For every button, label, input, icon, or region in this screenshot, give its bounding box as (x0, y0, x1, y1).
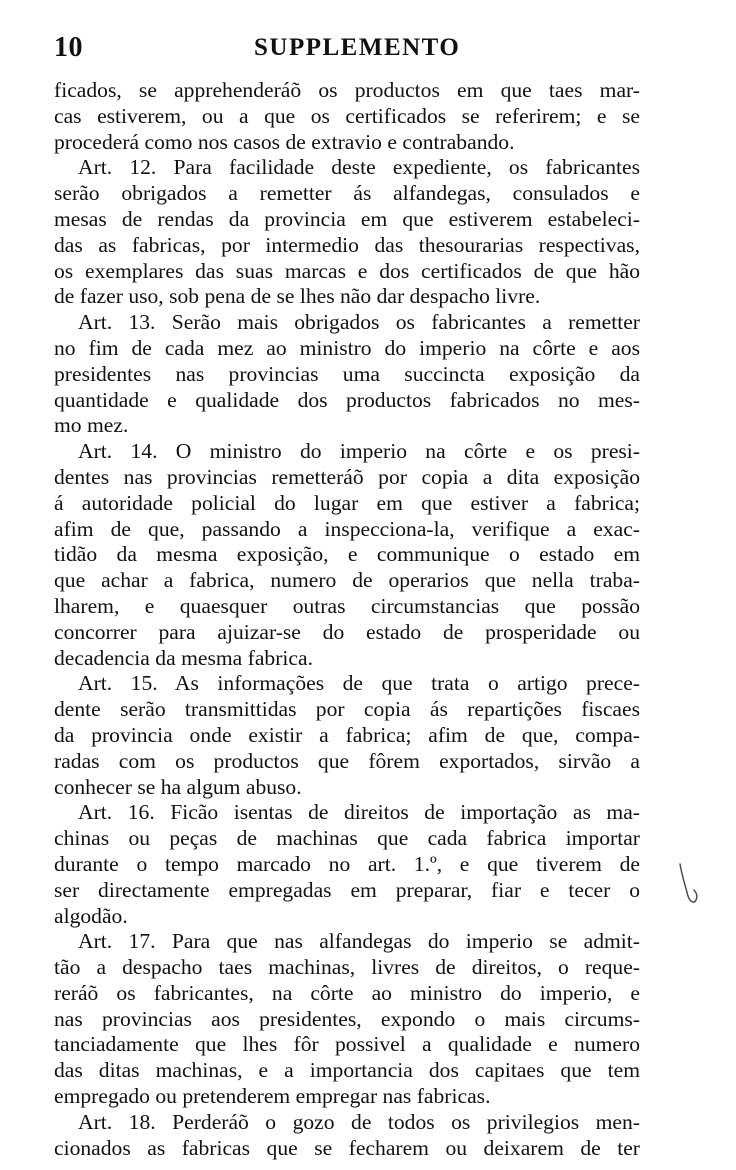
text-line: tidão da mesma exposição, e communique o estado em (54, 542, 640, 567)
text-line: no fim de cada mez ao ministro do imperio na côrte e aos (54, 335, 640, 360)
text-line: os exemplares das suas marcas e dos certificados de que hão (54, 258, 640, 283)
page-header (54, 32, 654, 72)
text-line: tanciadamente que lhes fôr possivel a qualidade e numero (54, 1032, 640, 1057)
text-line: Art. 16. Ficão isentas de direitos de importação as ma- (78, 800, 640, 825)
page-number: 10 (54, 32, 83, 63)
text-line: cionados as fabricas que se fecharem ou deixarem de ter (54, 1135, 640, 1160)
text-line: cas estiverem, ou a que os certificados se referirem; e se (54, 103, 640, 128)
text-line: presidentes nas provincias uma succincta exposição da (54, 361, 640, 386)
text-line: Art. 12. Para facilidade deste expediente, os fabricantes (78, 155, 640, 180)
text-line: algodão. (54, 903, 128, 928)
text-line: mesas de rendas da provincia em que estiverem estabeleci- (54, 206, 640, 231)
running-head: SUPPLEMENTO (254, 34, 461, 61)
text-line: procederá como nos casos de extravio e contrabando. (54, 129, 515, 154)
text-line: afim de que, passando a inspecciona-la, verifique a exac- (54, 516, 640, 541)
text-line: serão obrigados a remetter ás alfandegas, consulados e (54, 181, 640, 206)
text-line: quantidade e qualidade dos productos fabricados no mes- (54, 387, 640, 412)
text-line: ser directamente empregadas em preparar, fiar e tecer o (54, 877, 640, 902)
text-line: Art. 18. Perderáõ o gozo de todos os privilegios men- (78, 1109, 640, 1134)
text-line: reráõ os fabricantes, na côrte ao ministro do imperio, e (54, 980, 640, 1005)
text-line: lharem, e quaesquer outras circumstancias que possão (54, 593, 640, 618)
text-line: ficados, se apprehenderáõ os productos em que taes mar- (54, 78, 640, 102)
text-line: Art. 17. Para que nas alfandegas do imperio se admit- (78, 929, 640, 954)
text-line: que achar a fabrica, numero de operarios que nella traba- (54, 568, 640, 593)
text-line: chinas ou peças de machinas que cada fabrica importar (54, 826, 640, 851)
text-line: das as fabricas, por intermedio das thesourarias respectivas, (54, 232, 640, 257)
text-line: radas com os productos que fôrem exportados, sirvão a (54, 748, 640, 773)
text-line: Art. 15. As informações de que trata o artigo prece- (78, 671, 640, 696)
text-line: tão a despacho taes machinas, livres de direitos, o reque- (54, 955, 640, 980)
text-line: de fazer uso, sob pena de se lhes não dar despacho livre. (54, 284, 541, 309)
text-line: da provincia onde existir a fabrica; afim de que, compa- (54, 722, 640, 747)
text-line: dente serão transmittidas por copia ás repartições fiscaes (54, 697, 640, 722)
text-line: mo mez. (54, 413, 129, 438)
text-line: durante o tempo marcado no art. 1.º, e que tiverem de (54, 851, 640, 876)
text-line: das ditas machinas, e a importancia dos capitaes que tem (54, 1058, 640, 1083)
handwritten-margin-mark (676, 862, 700, 908)
body-text (54, 78, 640, 1161)
text-line: dentes nas provincias remetteráõ por copia a dita exposição (54, 464, 640, 489)
text-line: á autoridade policial do lugar em que estiver a fabrica; (54, 490, 640, 515)
text-line: decadencia da mesma fabrica. (54, 645, 313, 670)
text-line: Art. 14. O ministro do imperio na côrte e os presi- (78, 439, 640, 464)
text-line: nas provincias aos presidentes, expondo o mais circums- (54, 1006, 640, 1031)
text-line: Art. 13. Serão mais obrigados os fabricantes a remetter (78, 310, 640, 335)
text-line: conhecer se ha algum abuso. (54, 774, 302, 799)
text-line: concorrer para ajuizar-se do estado de prosperidade ou (54, 619, 640, 644)
text-line: empregado ou pretenderem empregar nas fabricas. (54, 1084, 491, 1109)
